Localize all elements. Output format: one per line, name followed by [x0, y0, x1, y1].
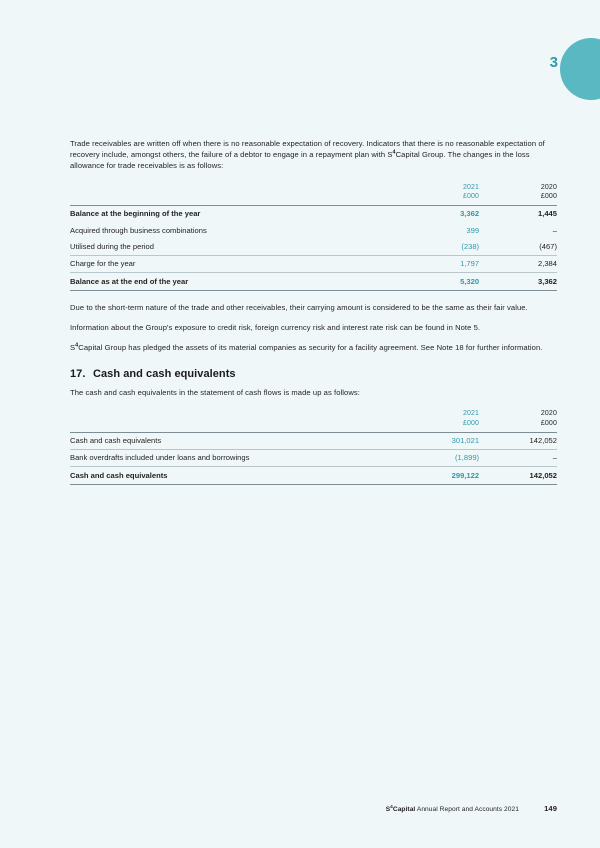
row-value-2020: –	[479, 450, 557, 467]
loss-allowance-table-head	[70, 184, 557, 206]
row-value-2021: 299,122	[399, 467, 479, 484]
row-value-2021: 1,797	[399, 255, 479, 272]
row-label: Bank overdrafts included under loans and borrowings	[70, 450, 399, 467]
row-value-2021: (1,899)	[399, 450, 479, 467]
intro-paragraph	[70, 138, 557, 172]
chapter-number: 3	[549, 54, 558, 71]
row-label: Acquired through business combinations	[70, 225, 207, 235]
page-content	[70, 138, 557, 485]
row-label: Charge for the year	[70, 255, 399, 272]
header-year-2020: 2020	[540, 410, 557, 418]
section-title: Cash and cash equivalents	[93, 368, 236, 381]
row-value-2020: 3,362	[479, 273, 557, 290]
row-value-2020: 142,052	[479, 432, 557, 449]
header-units-2020: £000	[540, 420, 557, 428]
intro-paragraph-part1: Trade receivables are written off when there is no reasonable expectation of recovery. Indicators that there is no reasonable expectation of recovery include, amongst others, the failure of a debtor to engage in a repayment plan with S	[70, 139, 545, 160]
header-year-2021: 2021	[462, 183, 480, 191]
header-year-2021: 2021	[462, 410, 480, 418]
table-row	[70, 222, 557, 238]
footer-imprint	[386, 806, 519, 813]
section-number: 17.	[70, 368, 86, 381]
table-row	[70, 450, 557, 467]
footer-imprint-text: Annual Report and Accounts 2021	[415, 806, 519, 813]
header-units-2020: £000	[540, 193, 557, 201]
row-label: Balance as at the end of the year	[70, 273, 399, 290]
page-footer	[70, 804, 557, 816]
table-row	[70, 239, 557, 256]
row-value-2021: 5,320	[399, 273, 479, 290]
table-header-units	[70, 420, 557, 432]
cash-equivalents-table-head	[70, 410, 557, 432]
note-fair-value: Due to the short-term nature of the trade and other receivables, their carrying amount is considered to be the same as their fair value.	[70, 302, 528, 312]
footer-brand-s: S	[385, 806, 391, 813]
row-value-2020: 2,384	[479, 255, 557, 272]
cash-equivalents-table	[70, 410, 557, 484]
row-value-2020: 142,052	[479, 467, 557, 484]
note-risk-exposure: Information about the Group's exposure to credit risk, foreign currency risk and interest rate risk can be found in Note 5.	[70, 322, 481, 332]
row-value-2020: (467)	[539, 241, 557, 251]
header-units-2021: £000	[462, 420, 480, 428]
row-value-2021: 3,362	[399, 205, 479, 222]
note-pledge-part1: S	[70, 343, 76, 353]
row-label: Balance at the beginning of the year	[70, 205, 399, 222]
table-row-total	[70, 467, 557, 484]
cash-equivalents-table-body	[70, 432, 557, 484]
row-label: Cash and cash equivalents	[70, 467, 399, 484]
row-label: Utilised during the period	[70, 241, 155, 251]
section-intro: The cash and cash equivalents in the statement of cash flows is made up as follows:	[70, 388, 360, 398]
table-header-years	[70, 184, 557, 194]
row-value-2020: 1,445	[479, 205, 557, 222]
s4-superscript: 4	[392, 149, 396, 156]
note-pledge	[70, 342, 557, 353]
row-value-2021: (238)	[461, 241, 480, 251]
row-value-2020: –	[552, 225, 557, 235]
footer-brand-capital: Capital	[392, 806, 416, 813]
loss-allowance-table	[70, 184, 557, 291]
row-value-2021: 301,021	[399, 432, 479, 449]
intro-paragraph-part2: Capital Group. The changes in the loss allowance for trade receivables is as follows:	[70, 150, 530, 171]
page-number: 149	[544, 804, 557, 813]
table-header-years	[70, 410, 557, 420]
loss-allowance-table-body	[70, 205, 557, 290]
s4-superscript: 4	[75, 342, 79, 349]
s4-superscript: 4	[390, 804, 393, 810]
header-blank	[70, 184, 399, 194]
header-units-blank	[70, 420, 399, 432]
row-label: Cash and cash equivalents	[70, 432, 399, 449]
table-row	[70, 432, 557, 449]
header-blank	[70, 410, 399, 420]
note-pledge-part2: Capital Group has pledged the assets of its material companies as security for a facility agreement. See Note 18 for further information.	[78, 343, 543, 353]
page-title	[70, 367, 557, 381]
table-row	[70, 255, 557, 272]
header-units-2021: £000	[462, 193, 480, 201]
header-units-blank	[70, 193, 399, 205]
header-year-2020: 2020	[540, 183, 557, 191]
chapter-tab-circle	[560, 38, 600, 100]
row-value-2021: 399	[466, 225, 480, 235]
table-row-total	[70, 273, 557, 290]
table-row	[70, 205, 557, 222]
table-header-units	[70, 193, 557, 205]
